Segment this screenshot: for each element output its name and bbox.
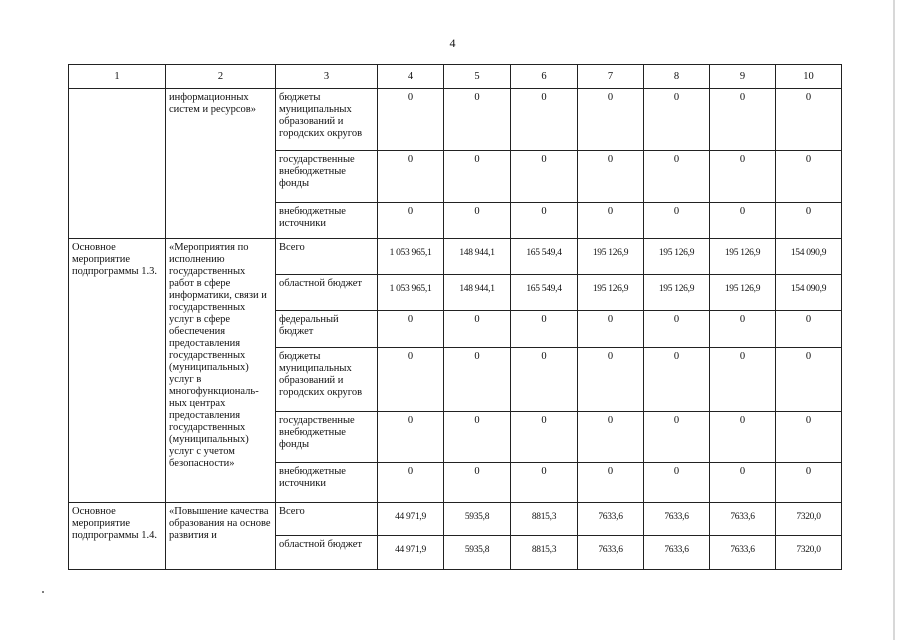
column-header: 7 <box>578 65 644 89</box>
value-cell: 165 549,4 <box>511 239 578 275</box>
value-cell: 0 <box>378 151 444 203</box>
column-header: 8 <box>644 65 710 89</box>
value-cell: 0 <box>776 348 842 412</box>
value-cell: 0 <box>644 412 710 463</box>
value-cell: 0 <box>710 203 776 239</box>
column-header: 3 <box>276 65 378 89</box>
value-cell: 7633,6 <box>644 536 710 570</box>
value-cell: 0 <box>378 412 444 463</box>
value-cell: 0 <box>710 311 776 348</box>
value-cell: 0 <box>644 151 710 203</box>
value-cell: 154 090,9 <box>776 275 842 311</box>
value-cell: 1 053 965,1 <box>378 275 444 311</box>
value-cell: 0 <box>444 151 511 203</box>
value-cell: 0 <box>644 89 710 151</box>
value-cell: 7633,6 <box>578 536 644 570</box>
value-cell: 0 <box>578 311 644 348</box>
value-cell: 5935,8 <box>444 536 511 570</box>
column-header: 6 <box>511 65 578 89</box>
value-cell: 0 <box>710 348 776 412</box>
value-cell: 0 <box>776 463 842 503</box>
budget-table <box>68 64 842 570</box>
funding-source-cell: областной бюджет <box>276 536 378 570</box>
event-number-cell: Основное мероприятие подпрограммы 1.3. <box>69 239 166 503</box>
value-cell: 0 <box>644 348 710 412</box>
column-header: 5 <box>444 65 511 89</box>
value-cell: 0 <box>578 463 644 503</box>
value-cell: 0 <box>578 412 644 463</box>
value-cell: 5935,8 <box>444 503 511 536</box>
value-cell: 7320,0 <box>776 536 842 570</box>
table-header-row <box>69 65 842 89</box>
value-cell: 0 <box>444 89 511 151</box>
value-cell: 0 <box>511 89 578 151</box>
value-cell: 0 <box>578 151 644 203</box>
funding-source-cell: внебюджетные источники <box>276 203 378 239</box>
value-cell: 0 <box>378 203 444 239</box>
value-cell: 0 <box>511 412 578 463</box>
value-cell: 0 <box>378 311 444 348</box>
table-row <box>69 239 842 275</box>
value-cell: 0 <box>444 348 511 412</box>
value-cell: 0 <box>511 151 578 203</box>
value-cell: 195 126,9 <box>578 275 644 311</box>
value-cell: 0 <box>511 311 578 348</box>
value-cell: 0 <box>776 89 842 151</box>
page-number: 4 <box>449 36 456 50</box>
value-cell: 195 126,9 <box>644 239 710 275</box>
value-cell: 0 <box>710 89 776 151</box>
scan-edge-shadow <box>893 0 895 640</box>
value-cell: 8815,3 <box>511 536 578 570</box>
funding-source-cell: бюджеты муниципальных образований и городских округов <box>276 348 378 412</box>
value-cell: 0 <box>776 203 842 239</box>
value-cell: 0 <box>776 412 842 463</box>
value-cell: 0 <box>378 463 444 503</box>
value-cell: 0 <box>644 311 710 348</box>
value-cell: 0 <box>444 412 511 463</box>
value-cell: 0 <box>776 151 842 203</box>
funding-source-cell: государственные внебюджетные фонды <box>276 412 378 463</box>
value-cell: 0 <box>578 203 644 239</box>
table-row <box>69 503 842 536</box>
value-cell: 8815,3 <box>511 503 578 536</box>
column-header: 4 <box>378 65 444 89</box>
event-number-cell: Основное мероприятие подпрограммы 1.4. <box>69 503 166 570</box>
value-cell: 7320,0 <box>776 503 842 536</box>
value-cell: 7633,6 <box>644 503 710 536</box>
value-cell: 0 <box>578 348 644 412</box>
event-name-cell: «Мероприятия по исполнению государственных работ в сфере информатики, связи и государственных услуг в сфере обеспечения предоставления государственных (муниципальных) услуг в многофункциональ-ных центрах предоставления государственных (муниципальных) услуг с учетом безопасности» <box>166 239 276 503</box>
value-cell: 195 126,9 <box>710 275 776 311</box>
value-cell: 148 944,1 <box>444 239 511 275</box>
value-cell: 7633,6 <box>578 503 644 536</box>
funding-source-cell: государственные внебюджетные фонды <box>276 151 378 203</box>
value-cell: 0 <box>378 89 444 151</box>
value-cell: 148 944,1 <box>444 275 511 311</box>
value-cell: 44 971,9 <box>378 503 444 536</box>
value-cell: 195 126,9 <box>644 275 710 311</box>
event-number-cell <box>69 89 166 239</box>
value-cell: 0 <box>776 311 842 348</box>
value-cell: 154 090,9 <box>776 239 842 275</box>
value-cell: 165 549,4 <box>511 275 578 311</box>
value-cell: 0 <box>644 203 710 239</box>
scan-speck <box>42 591 44 593</box>
value-cell: 0 <box>578 89 644 151</box>
value-cell: 0 <box>511 348 578 412</box>
funding-source-cell: федеральный бюджет <box>276 311 378 348</box>
value-cell: 0 <box>710 151 776 203</box>
column-header: 9 <box>710 65 776 89</box>
value-cell: 0 <box>710 463 776 503</box>
funding-source-cell: Всего <box>276 503 378 536</box>
funding-source-cell: бюджеты муниципальных образований и городских округов <box>276 89 378 151</box>
column-header: 10 <box>776 65 842 89</box>
value-cell: 7633,6 <box>710 536 776 570</box>
value-cell: 0 <box>444 203 511 239</box>
funding-source-cell: областной бюджет <box>276 275 378 311</box>
value-cell: 7633,6 <box>710 503 776 536</box>
value-cell: 1 053 965,1 <box>378 239 444 275</box>
table-row <box>69 89 842 151</box>
value-cell: 0 <box>644 463 710 503</box>
value-cell: 0 <box>511 463 578 503</box>
value-cell: 195 126,9 <box>710 239 776 275</box>
funding-source-cell: внебюджетные источники <box>276 463 378 503</box>
value-cell: 0 <box>444 463 511 503</box>
value-cell: 44 971,9 <box>378 536 444 570</box>
value-cell: 0 <box>511 203 578 239</box>
column-header: 1 <box>69 65 166 89</box>
value-cell: 0 <box>378 348 444 412</box>
funding-source-cell: Всего <box>276 239 378 275</box>
event-name-cell: «Повышение качества образования на основе развития и <box>166 503 276 570</box>
value-cell: 0 <box>444 311 511 348</box>
value-cell: 0 <box>710 412 776 463</box>
column-header: 2 <box>166 65 276 89</box>
value-cell: 195 126,9 <box>578 239 644 275</box>
event-name-cell: информационных систем и ресурсов» <box>166 89 276 239</box>
